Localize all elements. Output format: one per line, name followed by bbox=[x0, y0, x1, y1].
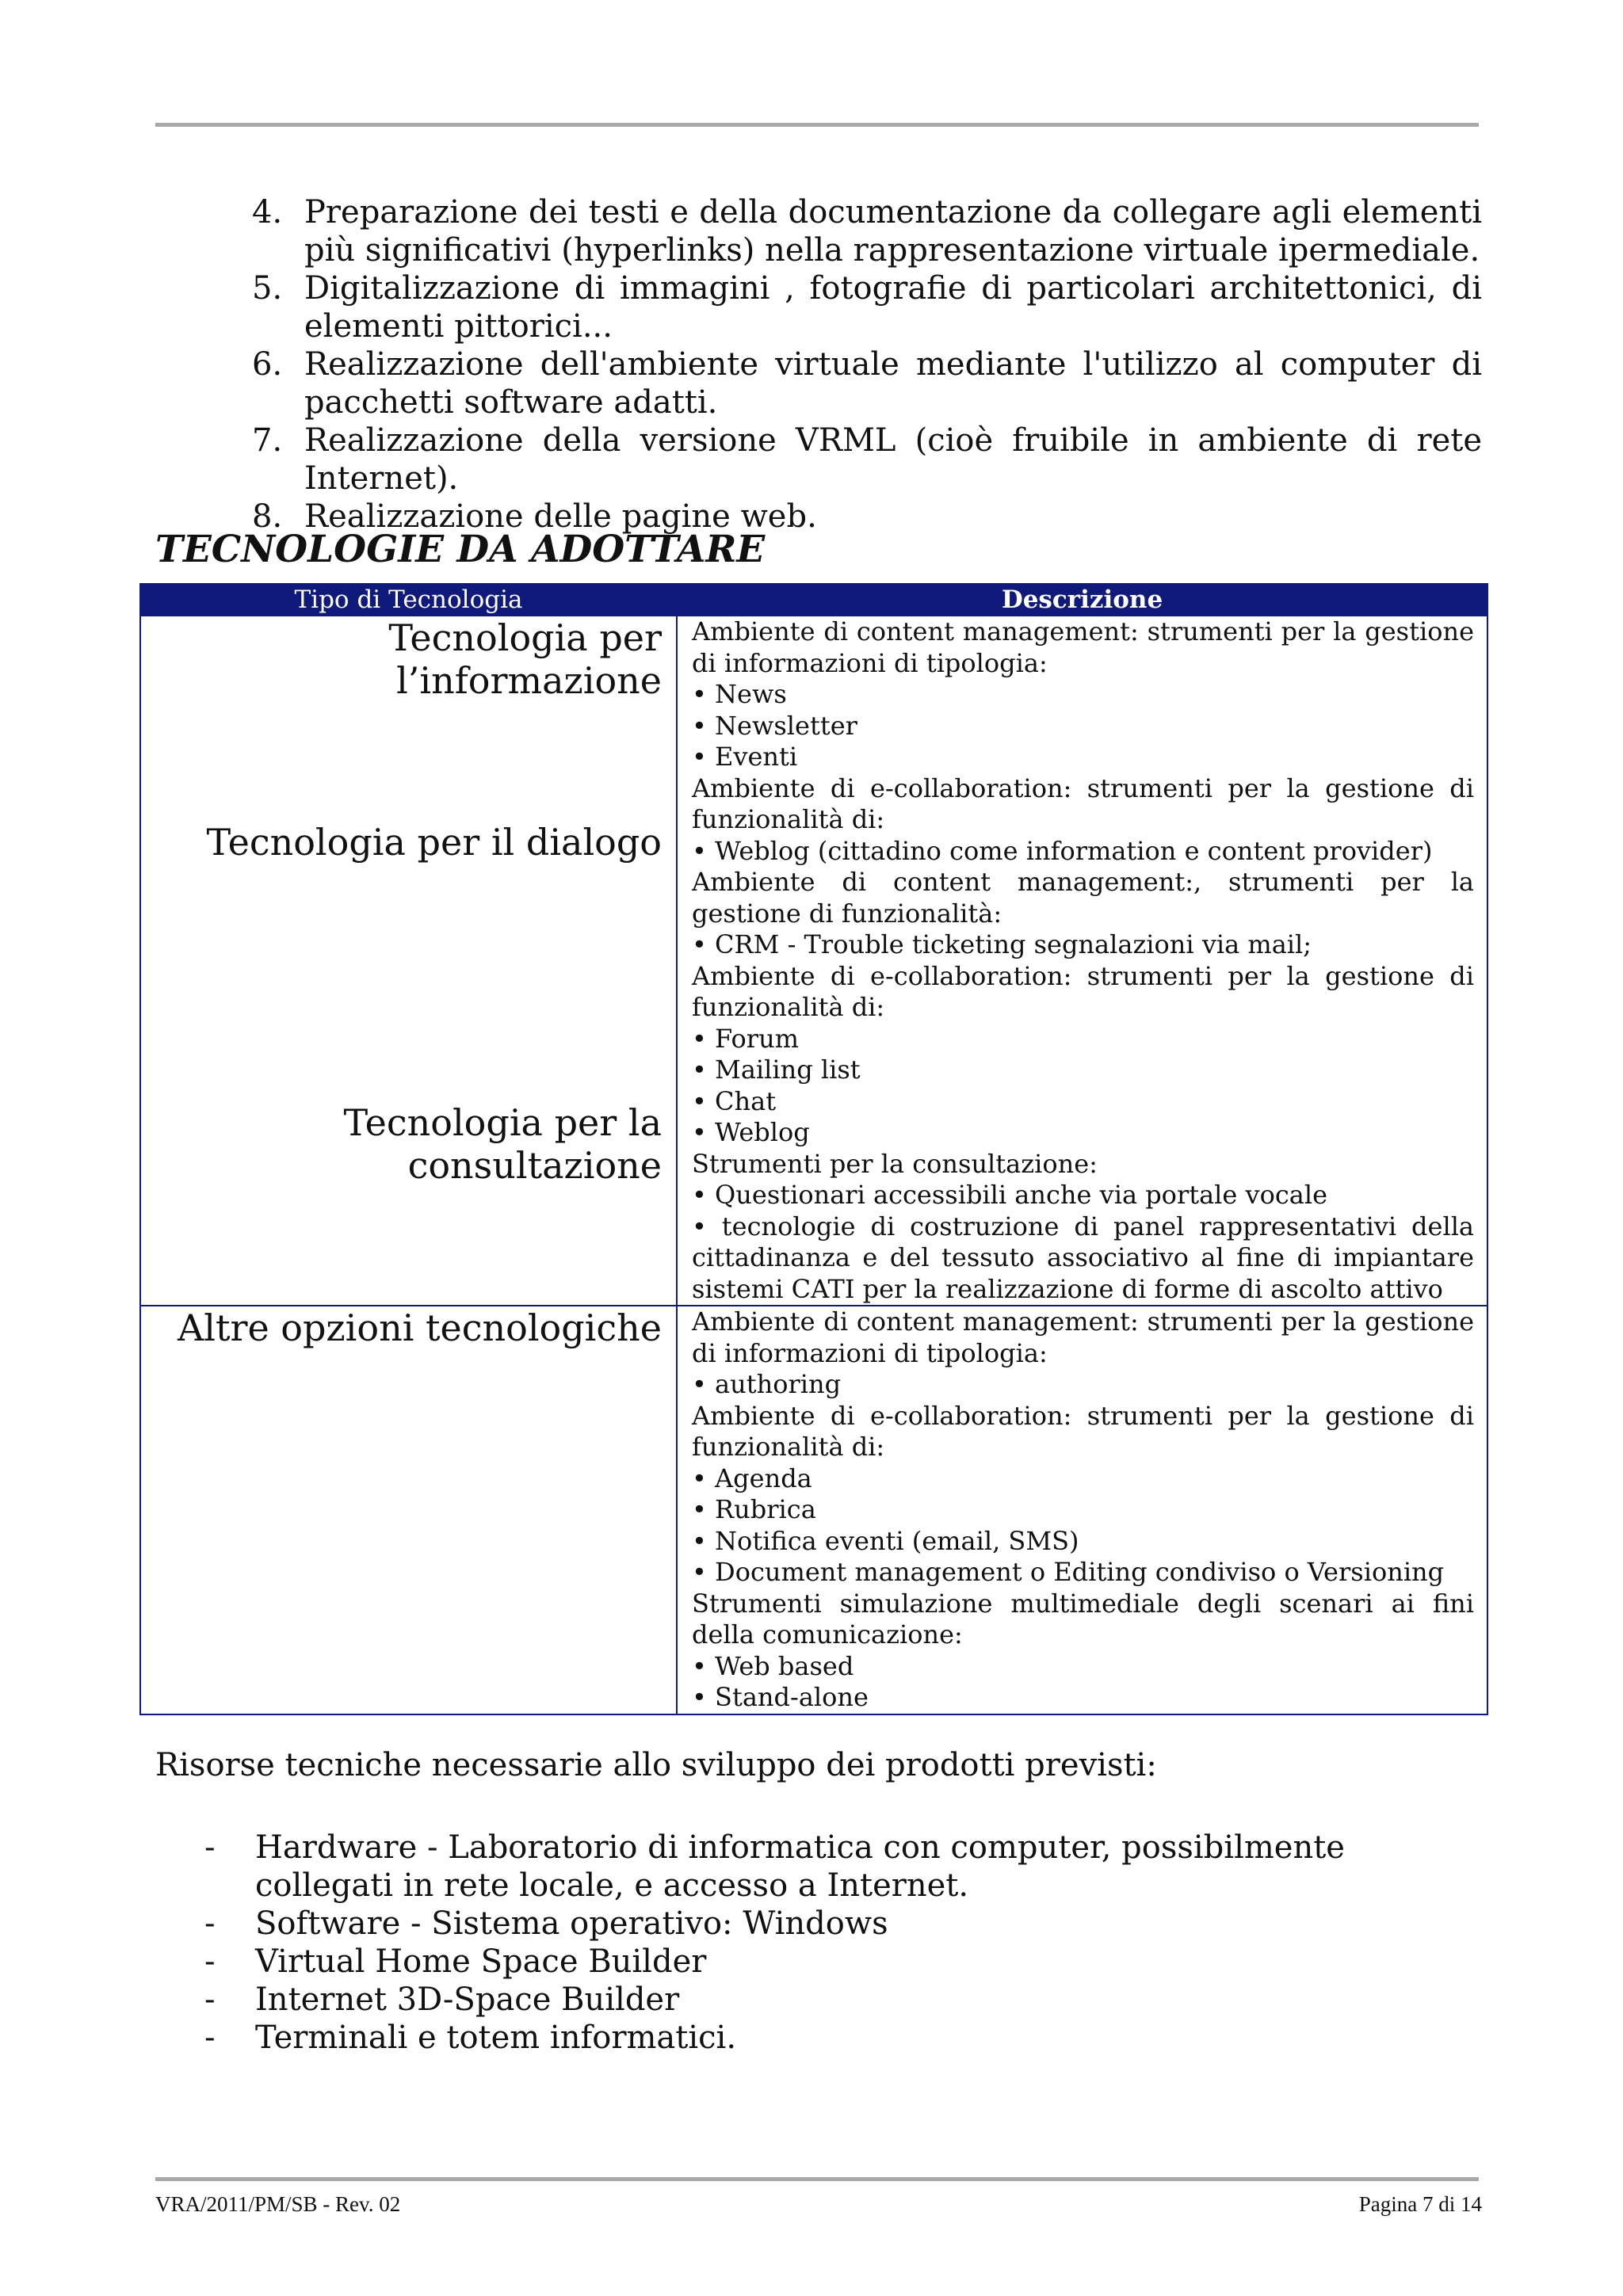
dash-marker: - bbox=[204, 1981, 216, 2018]
description-line: • Document management o Editing condiviso o Versioning bbox=[692, 1557, 1445, 1587]
description-line: • Eventi bbox=[692, 742, 798, 772]
type-consultazione-line2: consultazione bbox=[407, 1144, 662, 1187]
description-line: Ambiente di content management: strumenti per la gestione di informazioni di tipologia: bbox=[692, 1306, 1474, 1368]
type-altre-opzioni: Altre opzioni tecnologiche bbox=[178, 1306, 662, 1349]
resource-text: Hardware - Laboratorio di informatica con computer, possibilmente collegati in rete locale, e accesso a Internet. bbox=[255, 1829, 1345, 1904]
description-line: • Rubrica bbox=[692, 1494, 816, 1524]
steps-list bbox=[252, 193, 1482, 536]
step-text: Realizzazione delle pagine web. bbox=[304, 498, 817, 535]
description-cell bbox=[677, 1306, 1487, 1714]
step-number: 6. bbox=[252, 346, 283, 383]
table-header-row bbox=[140, 584, 1487, 616]
list-item bbox=[252, 421, 1482, 498]
dash-marker: - bbox=[204, 1943, 216, 1980]
description-line: • Web based bbox=[692, 1650, 854, 1681]
description-line: • CRM - Trouble ticketing segnalazioni via mail; bbox=[692, 929, 1312, 959]
description-line: • Questionari accessibili anche via portale vocale bbox=[692, 1180, 1328, 1210]
resource-text: Software - Sistema operativo: Windows bbox=[255, 1905, 888, 1942]
dash-marker: - bbox=[204, 1829, 216, 1866]
type-dialogo: Tecnologia per il dialogo bbox=[206, 821, 662, 864]
description-line: • Stand-alone bbox=[692, 1682, 869, 1712]
description-line: Ambiente di e-collaboration: strumenti per la gestione di funzionalità di: bbox=[692, 1400, 1474, 1462]
type-consultazione-line1: Tecnologia per la bbox=[343, 1101, 662, 1144]
description-line: • authoring bbox=[692, 1369, 842, 1399]
list-item bbox=[252, 345, 1482, 421]
step-text: Preparazione dei testi e della documentazione da collegare agli elementi più significativi (hyperlinks) nella rappresentazione virtuale ipermediale. bbox=[304, 194, 1482, 269]
list-item bbox=[204, 1981, 1482, 2019]
table-row bbox=[140, 1306, 1487, 1714]
description-line: • Notifica eventi (email, SMS) bbox=[692, 1525, 1079, 1556]
type-informazione-line1: Tecnologia per bbox=[388, 616, 662, 659]
type-informazione-line2: l’informazione bbox=[396, 659, 662, 702]
page-number: Pagina 7 di 14 bbox=[1358, 2192, 1482, 2216]
description-line: • Weblog bbox=[692, 1117, 810, 1147]
description-line: Strumenti per la consultazione: bbox=[692, 1148, 1098, 1179]
list-item bbox=[252, 193, 1482, 269]
description-line: • Forum bbox=[692, 1023, 800, 1054]
section-title: TECNOLOGIE DA ADOTTARE bbox=[155, 528, 766, 571]
description-column-header: Descrizione bbox=[677, 584, 1487, 616]
dash-marker: - bbox=[204, 1905, 216, 1942]
description-line: • Weblog (cittadino come information e content provider) bbox=[692, 835, 1433, 866]
list-item bbox=[204, 2019, 1482, 2057]
dash-marker: - bbox=[204, 2019, 216, 2056]
resources-list bbox=[204, 1829, 1482, 2057]
description-line: • Agenda bbox=[692, 1463, 812, 1493]
step-text: Realizzazione dell'ambiente virtuale mediante l'utilizzo al computer di pacchetti software adatti. bbox=[304, 346, 1482, 421]
description-line: Ambiente di e-collaboration: strumenti per la gestione di funzionalità di: bbox=[692, 960, 1474, 1022]
description-line: • News bbox=[692, 679, 787, 709]
document-code: VRA/2011/PM/SB - Rev. 02 bbox=[155, 2192, 401, 2216]
technology-type-cell bbox=[140, 1306, 677, 1714]
step-number: 5. bbox=[252, 270, 283, 307]
list-item bbox=[204, 1829, 1482, 1905]
description-line: • Mailing list bbox=[692, 1055, 861, 1085]
description-line: Ambiente di e-collaboration: strumenti per la gestione di funzionalità di: bbox=[692, 772, 1474, 834]
footer-rule bbox=[155, 2177, 1479, 2181]
description-line: • tecnologie di costruzione di panel rappresentativi della cittadinanza e del tessuto associativo al fine di impiantare sistemi CATI per la realizzazione di forme di ascolto attivo bbox=[692, 1211, 1474, 1304]
resource-text: Terminali e totem informatici. bbox=[255, 2019, 737, 2056]
resource-text: Virtual Home Space Builder bbox=[255, 1943, 707, 1980]
list-item bbox=[252, 269, 1482, 345]
step-number: 8. bbox=[252, 498, 283, 535]
description-line: Ambiente di content management: strumenti per la gestione di informazioni di tipologia: bbox=[692, 616, 1474, 678]
step-number: 4. bbox=[252, 194, 283, 231]
step-text: Digitalizzazione di immagini , fotografie di particolari architettonici, di elementi pittorici... bbox=[304, 270, 1482, 345]
description-line: Strumenti simulazione multimediale degli scenari ai fini della comunicazione: bbox=[692, 1588, 1474, 1650]
header-rule bbox=[155, 123, 1479, 127]
type-column-header: Tipo di Tecnologia bbox=[140, 584, 677, 616]
description-line: Ambiente di content management:, strumenti per la gestione di funzionalità: bbox=[692, 867, 1474, 929]
list-item bbox=[204, 1905, 1482, 1943]
technology-table bbox=[139, 583, 1488, 1715]
table-row bbox=[140, 616, 1487, 1306]
resource-text: Internet 3D-Space Builder bbox=[255, 1981, 680, 2018]
step-text: Realizzazione della versione VRML (cioè fruibile in ambiente di rete Internet). bbox=[304, 422, 1482, 497]
step-number: 7. bbox=[252, 422, 283, 459]
technology-type-cell bbox=[140, 616, 677, 1306]
description-line: • Chat bbox=[692, 1085, 777, 1116]
list-item bbox=[204, 1943, 1482, 1981]
description-line: • Newsletter bbox=[692, 710, 857, 741]
resources-intro: Risorse tecniche necessarie allo sviluppo dei prodotti previsti: bbox=[155, 1747, 1157, 1783]
description-cell bbox=[677, 616, 1487, 1306]
